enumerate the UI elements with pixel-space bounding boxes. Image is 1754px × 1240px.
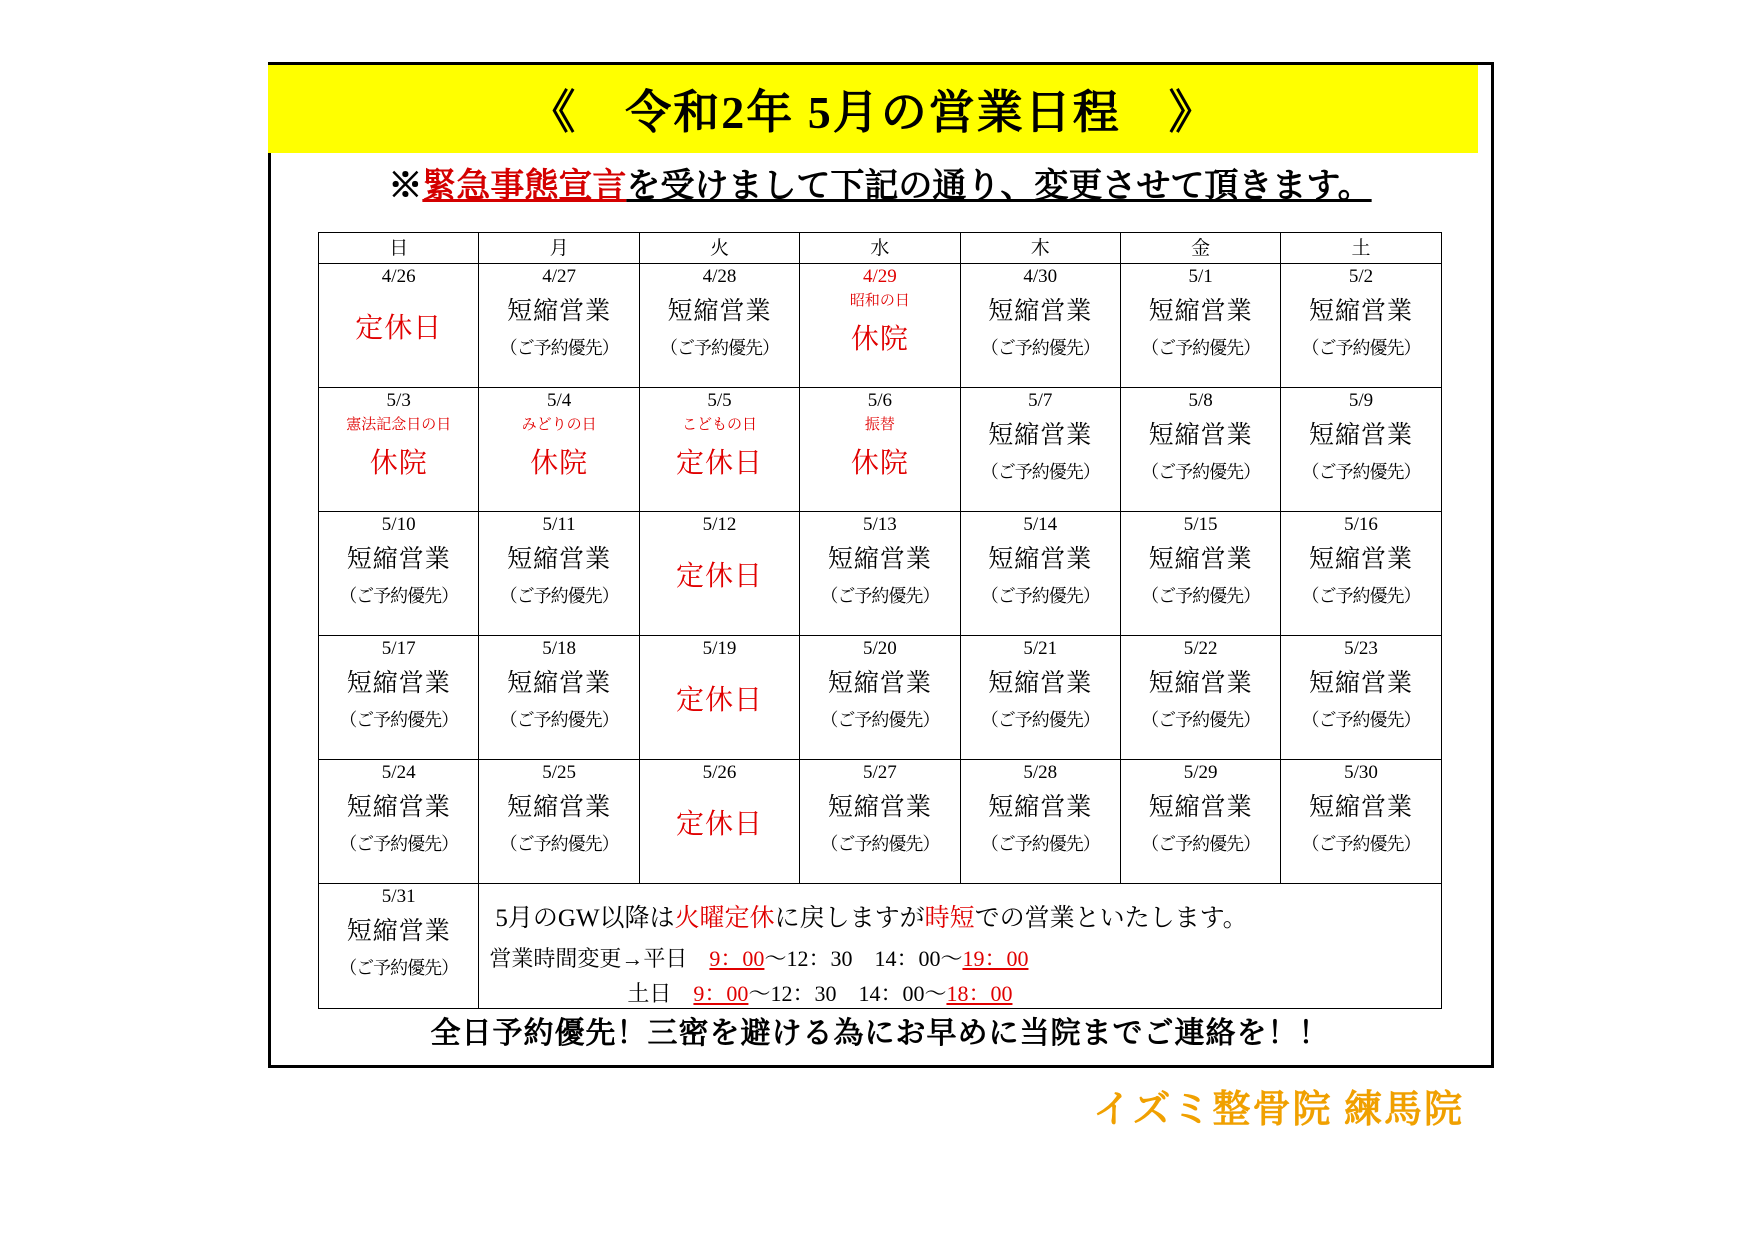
day-status: 休院 [850, 324, 909, 356]
calendar-week-row [319, 512, 1442, 636]
calendar-day-cell [639, 388, 799, 512]
day-note: （ご予約優先） [499, 710, 619, 731]
calendar-day-cell [1120, 264, 1280, 388]
hours-note-headline [495, 898, 1440, 934]
calendar-day-cell [319, 388, 479, 512]
day-status: 短縮営業 [1148, 297, 1253, 325]
dow-sat: 土 [1281, 233, 1441, 264]
calendar-week-row [319, 264, 1442, 388]
day-status: 定休日 [355, 312, 443, 344]
day-note: （ご予約優先） [499, 834, 619, 855]
day-note: （ご予約優先） [980, 710, 1100, 731]
calendar-day-cell [800, 264, 960, 388]
day-date: 4/29 [862, 266, 897, 287]
day-note: （ご予約優先） [980, 462, 1100, 483]
day-status: 短縮営業 [988, 545, 1093, 573]
day-status: 休院 [369, 448, 428, 480]
day-note: （ご予約優先） [820, 586, 940, 607]
day-date: 5/5 [707, 390, 732, 411]
day-date: 5/3 [386, 390, 411, 411]
day-holiday-label: 憲法記念日の日 [346, 416, 452, 433]
day-note: （ご予約優先） [1301, 462, 1421, 483]
calendar-day-cell [1120, 636, 1280, 760]
calendar-day-cell [319, 636, 479, 760]
day-note: （ご予約優先） [339, 586, 459, 607]
calendar-day-cell [960, 264, 1120, 388]
day-date: 5/26 [702, 762, 737, 783]
day-note: （ご予約優先） [499, 338, 619, 359]
day-note: （ご予約優先） [339, 834, 459, 855]
day-date: 4/28 [702, 266, 737, 287]
note-text-b: 火曜定休 [674, 905, 775, 932]
footer-message: 全日予約優先！三密を避ける為にお早めに当院までご連絡を！！ [430, 1017, 1330, 1050]
day-date: 5/21 [1023, 638, 1058, 659]
day-date: 5/16 [1344, 514, 1378, 535]
weekday-hours-label: 営業時間変更→平日 [489, 946, 688, 971]
schedule-calendar [318, 232, 1442, 1009]
calendar-day-cell [960, 388, 1120, 512]
day-date: 5/9 [1348, 390, 1374, 411]
calendar-day-cell [1281, 512, 1441, 636]
day-date: 5/18 [542, 638, 576, 659]
calendar-day-cell [479, 760, 639, 884]
calendar-body [319, 264, 1442, 1009]
day-status: 短縮営業 [507, 297, 612, 325]
calendar-day-cell [1281, 760, 1441, 884]
day-date: 5/28 [1023, 762, 1058, 783]
day-date: 5/11 [542, 514, 576, 535]
weekend-open-time: 9：00 [693, 981, 749, 1006]
day-status: 短縮営業 [346, 917, 451, 945]
calendar-day-cell [319, 512, 479, 636]
day-status: 短縮営業 [988, 669, 1093, 697]
calendar-day-cell [479, 512, 639, 636]
day-date: 5/15 [1183, 514, 1218, 535]
day-date: 5/22 [1183, 638, 1218, 659]
dow-wed: 水 [800, 233, 960, 264]
note-text-d: 時短 [924, 905, 975, 932]
day-date: 5/19 [702, 638, 737, 659]
day-status: 定休日 [675, 684, 763, 716]
day-status: 短縮営業 [346, 545, 451, 573]
weekend-hours-mid: ～12：30 14：00～ [748, 981, 947, 1006]
calendar-day-cell [800, 512, 960, 636]
note-text-c: に戻しますが [774, 905, 925, 932]
day-date: 4/30 [1023, 266, 1058, 287]
clinic-signature: イズミ整骨院 練馬院 [1092, 1089, 1464, 1131]
day-date: 5/7 [1028, 390, 1053, 411]
calendar-day-cell [479, 636, 639, 760]
weekend-hours-line [627, 977, 1440, 1008]
day-date: 5/10 [381, 514, 416, 535]
day-date: 5/25 [542, 762, 576, 783]
calendar-day-cell [639, 512, 799, 636]
day-date: 5/12 [702, 514, 737, 535]
day-holiday-label: こどもの日 [681, 416, 757, 433]
page-title: 《 令和2年 5月の営業日程 》 [529, 87, 1217, 138]
day-status: 定休日 [675, 560, 763, 592]
day-status: 短縮営業 [988, 421, 1093, 449]
day-status: 定休日 [675, 448, 763, 480]
calendar-day-cell [319, 760, 479, 884]
weekday-open-time: 9：00 [709, 946, 765, 971]
day-note: （ご予約優先） [980, 586, 1100, 607]
day-date: 5/1 [1188, 266, 1213, 287]
calendar-day-cell [1120, 512, 1280, 636]
day-note: （ご予約優先） [1141, 586, 1261, 607]
calendar-day-cell [800, 636, 960, 760]
dow-sun: 日 [319, 233, 479, 264]
day-date: 5/30 [1344, 762, 1378, 783]
day-note: （ご予約優先） [659, 338, 779, 359]
day-date: 4/27 [542, 266, 576, 287]
day-holiday-label: 昭和の日 [849, 292, 910, 309]
dow-thu: 木 [960, 233, 1120, 264]
day-note: （ご予約優先） [980, 834, 1100, 855]
day-date: 5/8 [1188, 390, 1213, 411]
calendar-last-row [319, 884, 1442, 1009]
day-status: 短縮営業 [1148, 669, 1253, 697]
day-date: 5/20 [862, 638, 897, 659]
day-date: 5/24 [381, 762, 416, 783]
day-status: 短縮営業 [1309, 297, 1414, 325]
day-date: 5/27 [862, 762, 897, 783]
day-note: （ご予約優先） [339, 958, 459, 979]
notice-rest: を受けまして下記の通り、変更させて頂きます。 [626, 168, 1372, 205]
day-note: （ご予約優先） [980, 338, 1100, 359]
day-status: 短縮営業 [507, 669, 612, 697]
day-date: 5/31 [381, 886, 416, 907]
day-status: 短縮営業 [507, 545, 612, 573]
weekday-close-time: 19：00 [962, 946, 1029, 971]
day-note: （ご予約優先） [1301, 586, 1421, 607]
day-note: （ご予約優先） [499, 586, 619, 607]
day-status: 定休日 [675, 808, 763, 840]
calendar-day-cell [1281, 388, 1441, 512]
day-status: 短縮営業 [1148, 545, 1253, 573]
day-status: 短縮営業 [507, 793, 612, 821]
notice-prefix: ※ [388, 168, 423, 205]
day-note: （ご予約優先） [1141, 710, 1261, 731]
day-note: （ご予約優先） [820, 710, 940, 731]
calendar-day-cell [639, 264, 799, 388]
day-note: （ご予約優先） [1301, 338, 1421, 359]
day-holiday-label: みどりの日 [521, 416, 597, 433]
calendar-day-cell [319, 264, 479, 388]
day-status: 休院 [530, 448, 589, 480]
day-date: 5/14 [1023, 514, 1058, 535]
day-note: （ご予約優先） [1301, 834, 1421, 855]
calendar-day-cell [319, 884, 479, 1009]
day-status: 短縮営業 [988, 297, 1093, 325]
calendar-day-cell [1281, 636, 1441, 760]
day-date: 5/4 [546, 390, 572, 411]
day-status: 短縮営業 [1309, 421, 1414, 449]
day-status: 短縮営業 [1148, 793, 1253, 821]
calendar-day-cell [479, 388, 639, 512]
day-note: （ご予約優先） [1301, 710, 1421, 731]
day-note: （ご予約優先） [1141, 462, 1261, 483]
calendar-day-cell [960, 760, 1120, 884]
weekday-hours-mid: ～12：30 14：00～ [764, 946, 963, 971]
calendar-week-row [319, 760, 1442, 884]
day-status: 休院 [850, 448, 909, 480]
note-text-e: での営業といたします。 [974, 905, 1248, 932]
day-status: 短縮営業 [827, 669, 932, 697]
dow-fri: 金 [1120, 233, 1280, 264]
calendar-day-cell [1281, 264, 1441, 388]
hours-note-cell [479, 884, 1441, 1009]
day-date: 5/23 [1344, 638, 1378, 659]
day-status: 短縮営業 [827, 793, 932, 821]
day-note: （ご予約優先） [820, 834, 940, 855]
day-status: 短縮営業 [667, 297, 772, 325]
title-banner [268, 65, 1478, 153]
day-status: 短縮営業 [1309, 545, 1414, 573]
notice-line [300, 158, 1460, 207]
calendar-header-row [319, 233, 1442, 264]
calendar-day-cell [639, 636, 799, 760]
day-date: 5/2 [1348, 266, 1374, 287]
weekday-hours-line [489, 942, 1440, 973]
day-date: 5/6 [867, 390, 892, 411]
day-note: （ご予約優先） [1141, 834, 1261, 855]
day-holiday-label: 振替 [864, 416, 895, 433]
calendar-week-row [319, 388, 1442, 512]
day-date: 5/17 [381, 638, 416, 659]
calendar-week-row [319, 636, 1442, 760]
calendar-day-cell [960, 636, 1120, 760]
day-note: （ご予約優先） [339, 710, 459, 731]
day-date: 4/26 [381, 266, 416, 287]
calendar-day-cell [479, 264, 639, 388]
notice-emphasis: 緊急事態宣言 [422, 168, 627, 205]
weekend-hours-label: 土日 [627, 981, 672, 1006]
calendar-day-cell [639, 760, 799, 884]
day-status: 短縮営業 [1148, 421, 1253, 449]
day-date: 5/13 [862, 514, 897, 535]
day-status: 短縮営業 [1309, 669, 1414, 697]
day-status: 短縮営業 [346, 793, 451, 821]
note-text-a: 5月のGW以降は [495, 905, 675, 932]
day-status: 短縮営業 [988, 793, 1093, 821]
dow-tue: 火 [639, 233, 799, 264]
calendar-day-cell [1120, 388, 1280, 512]
calendar-day-cell [800, 388, 960, 512]
day-note: （ご予約優先） [1141, 338, 1261, 359]
calendar-day-cell [1120, 760, 1280, 884]
weekend-close-time: 18：00 [946, 981, 1013, 1006]
day-status: 短縮営業 [346, 669, 451, 697]
day-date: 5/29 [1183, 762, 1218, 783]
day-status: 短縮営業 [1309, 793, 1414, 821]
dow-mon: 月 [479, 233, 639, 264]
calendar-day-cell [800, 760, 960, 884]
calendar-day-cell [960, 512, 1120, 636]
day-status: 短縮営業 [827, 545, 932, 573]
